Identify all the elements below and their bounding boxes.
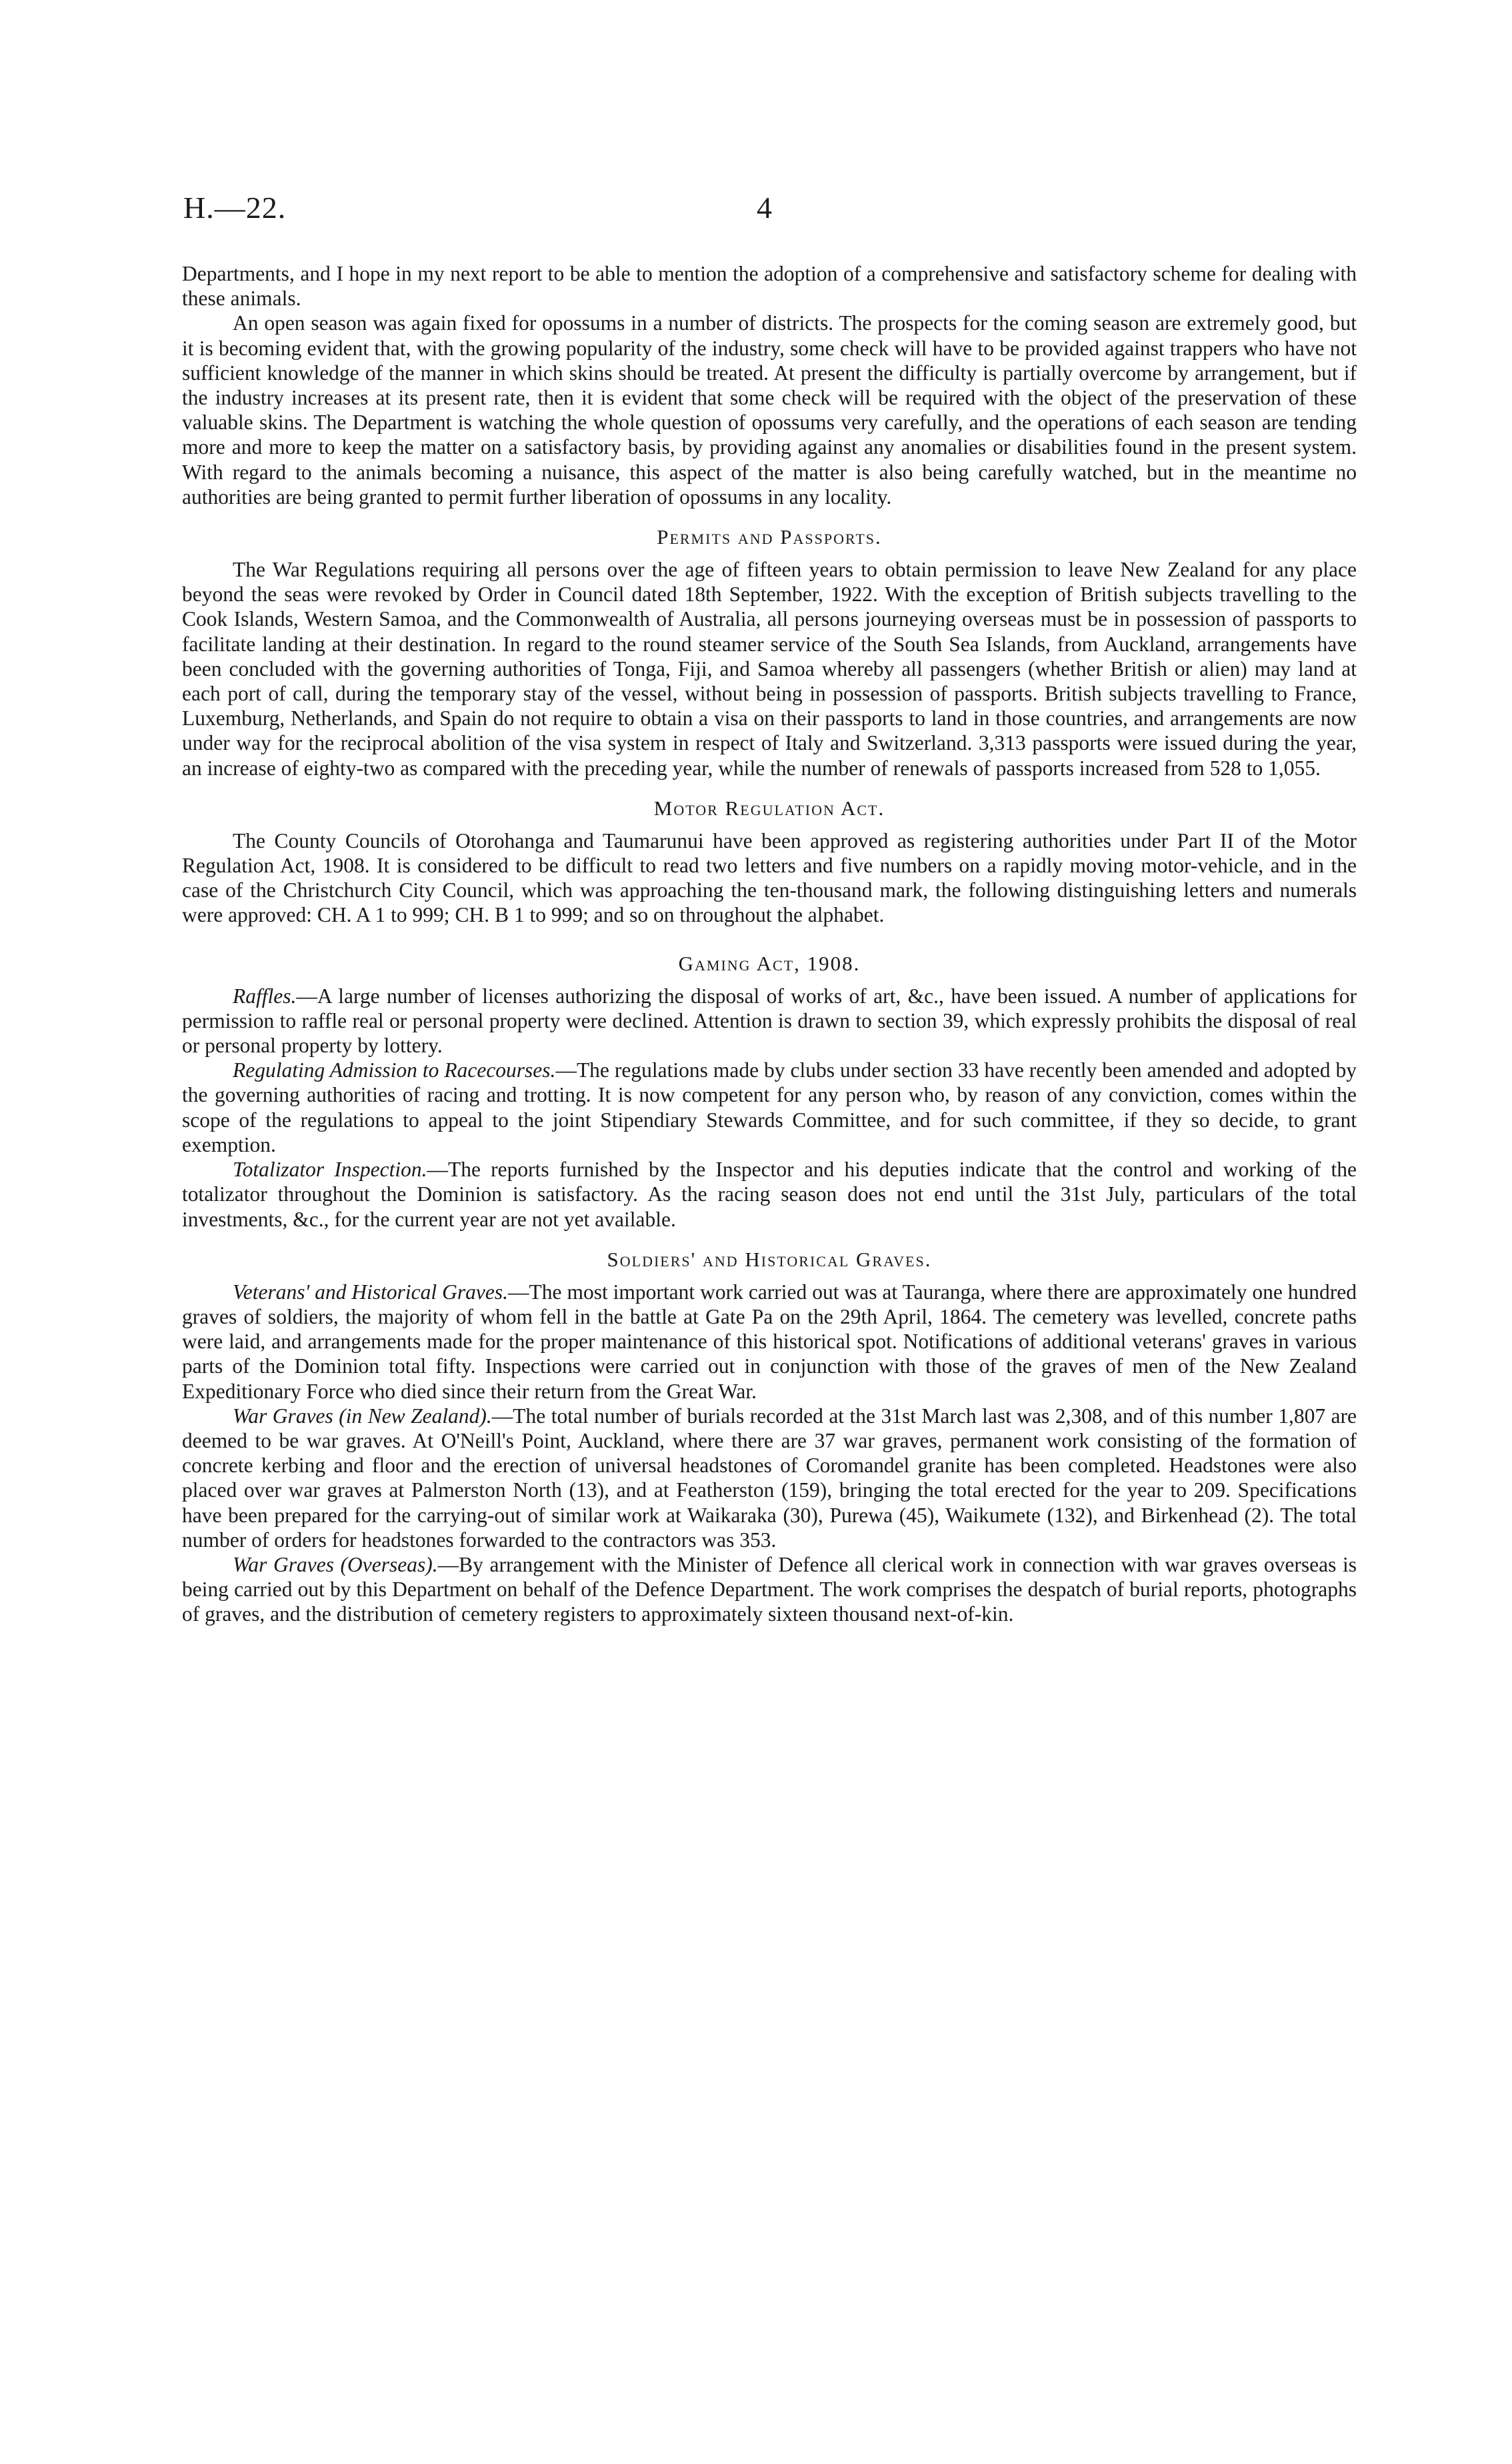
opossums-paragraph: An open season was again fixed for opossums in a number of districts. The prospects for the coming season are extremely good, but it is becoming evident that, with the growing popularity of the industry, some check will have to be provided against trappers who have not sufficient knowledge of the manner in which skins should be treated. At present the difficulty is partially overcome by arrangement, but if the industry increases at its present rate, then it is evident that some check will be required with the object of the preservation of these valuable skins. The Department is watching the whole question of opossums very carefully, and the operations of each season are tending more and more to keep the matter on a satisfactory basis, by providing against any anomalies or disabilities found in the present system. With regard to the animals becoming a nuisance, this aspect of the matter is also being carefully watched, but in the meantime no authorities are being granted to permit further liberation of opossums in any locality. — [182, 311, 1357, 509]
overseas-war-graves-paragraph — [182, 1552, 1357, 1627]
motor-heading: Motor Regulation Act. — [653, 796, 885, 820]
nz-war-graves-label: War Graves (in New Zealand). — [233, 1404, 492, 1428]
body-text — [182, 261, 1357, 1627]
motor-paragraph: The County Councils of Otorohanga and Taumarunui have been approved as registering authorities under Part II of the Motor Regulation Act, 1908. It is considered to be difficult to read two letters and five numbers on a rapidly moving motor-vehicle, and in the case of the Christchurch City Council, which was approaching the ten-thousand mark, the following distinguishing letters and numerals were approved: CH. A 1 to 999; CH. B 1 to 999; and so on throughout the alphabet. — [182, 828, 1357, 927]
veterans-text: —The most important work carried out was at Tauranga, where there are approximately one hundred graves of soldiers, the majority of whom fell in the battle at Gate Pa on the 29th April, 1864. The cemetery was levelled, concrete paths were laid, and arrangements made for the proper maintenance of this historical spot. Notifications of additional veterans' graves in various parts of the Dominion total fifty. Inspections were carried out in conjunction with those of the graves of men of the New Zealand Expeditionary Force who died since their return from the Great War. — [182, 1280, 1357, 1403]
overseas-war-graves-text: —By arrangement with the Minister of Defence all clerical work in connection with war graves overseas is being carried out by this Department on behalf of the Defence Department. The work comprises the despatch of burial reports, photographs of graves, and the distribution of cemetery registers to approximately sixteen thousand next-of-kin. — [182, 1552, 1357, 1626]
intro-paragraph-1: Departments, and I hope in my next report to be able to mention the adoption of a comprehensive and satisfactory scheme for dealing with these animals. — [182, 262, 1357, 311]
permits-paragraph: The War Regulations requiring all persons over the age of fifteen years to obtain permission to leave New Zealand for any place beyond the seas were revoked by Order in Council dated 18th September, 1922. With the exception of British subjects travelling to the Cook Islands, Western Samoa, and the Commonwealth of Australia, all persons journeying overseas must be in possession of passports to facilitate landing at their destination. In regard to the round steamer service of the South Sea Islands, from Auckland, arrangements have been concluded with the governing authorities of Tonga, Fiji, and Samoa whereby all passengers (whether British or alien) may land at each port of call, during the temporary stay of the vessel, without being in possession of passports. British subjects travelling to France, Luxemburg, Netherlands, and Spain do not require to obtain a visa on their passports to land in those countries, and arrangements are now under way for the reciprocal abolition of the visa system in respect of Italy and Switzerland. 3,313 passports were issued during the year, an increase of eighty-two as compared with the preceding year, while the number of renewals of passports increased from 528 to 1,055. — [182, 558, 1357, 780]
nz-war-graves-paragraph — [182, 1404, 1357, 1552]
page-number: 4 — [757, 191, 772, 225]
racecourses-text: —The regulations made by clubs under section 33 have recently been amended and adopted by the governing authorities of racing and trotting. It is now competent for any person who, by reason of any conviction, comes within the scope of the regulations to appeal to the joint Stipendiary Stewards Committee, and for such committee, if they so decide, to grant exemption. — [182, 1058, 1357, 1156]
gaming-heading: Gaming Act, 1908. — [678, 951, 861, 975]
page-header — [183, 190, 1357, 230]
raffles-label: Raffles. — [233, 984, 297, 1008]
nz-war-graves-text: —The total number of burials recorded at the 31st March last was 2,308, and of this number 1,807 are deemed to be war graves. At O'Neill's Point, Auckland, where there are 37 war graves, permanent work consisting of the formation of concrete kerbing and floor and the erection of universal headstones of Coromandel granite has been completed. Headstones were also placed over war graves at Palmerston North (13), and at Featherston (159), bringing the total erected for the year to 209. Specifications have been prepared for the carrying-out of similar work at Waikaraka (30), Purewa (45), Waikumete (132), and Birkenhead (2). The total number of orders for headstones forwarded to the contractors was 353. — [182, 1404, 1357, 1552]
graves-heading: Soldiers' and Historical Graves. — [607, 1247, 932, 1271]
permits-heading: Permits and Passports. — [657, 525, 882, 549]
raffles-paragraph — [182, 984, 1357, 1058]
totalizator-label: Totalizator Inspection. — [233, 1158, 427, 1182]
totalizator-text: —The reports furnished by the Inspector and his deputies indicate that the control and working of the totalizator throughout the Dominion is satisfactory. As the racing season does not end until the 31st July, particulars of the total investments, &c., for the current year are not yet available. — [182, 1158, 1357, 1231]
overseas-war-graves-label: War Graves (Overseas). — [233, 1552, 438, 1576]
totalizator-paragraph — [182, 1157, 1357, 1232]
veterans-paragraph — [182, 1280, 1357, 1404]
raffles-text: —A large number of licenses authorizing the disposal of works of art, &c., have been issued. A number of applications for permission to raffle real or personal property were declined. Attention is drawn to section 39, which expressly prohibits the disposal of real or personal property by lottery. — [182, 984, 1357, 1058]
racecourses-paragraph — [182, 1058, 1357, 1157]
racecourses-label: Regulating Admission to Racecourses. — [233, 1058, 556, 1082]
veterans-label: Veterans' and Historical Graves. — [233, 1280, 508, 1304]
document-reference: H.—22. — [183, 191, 287, 225]
